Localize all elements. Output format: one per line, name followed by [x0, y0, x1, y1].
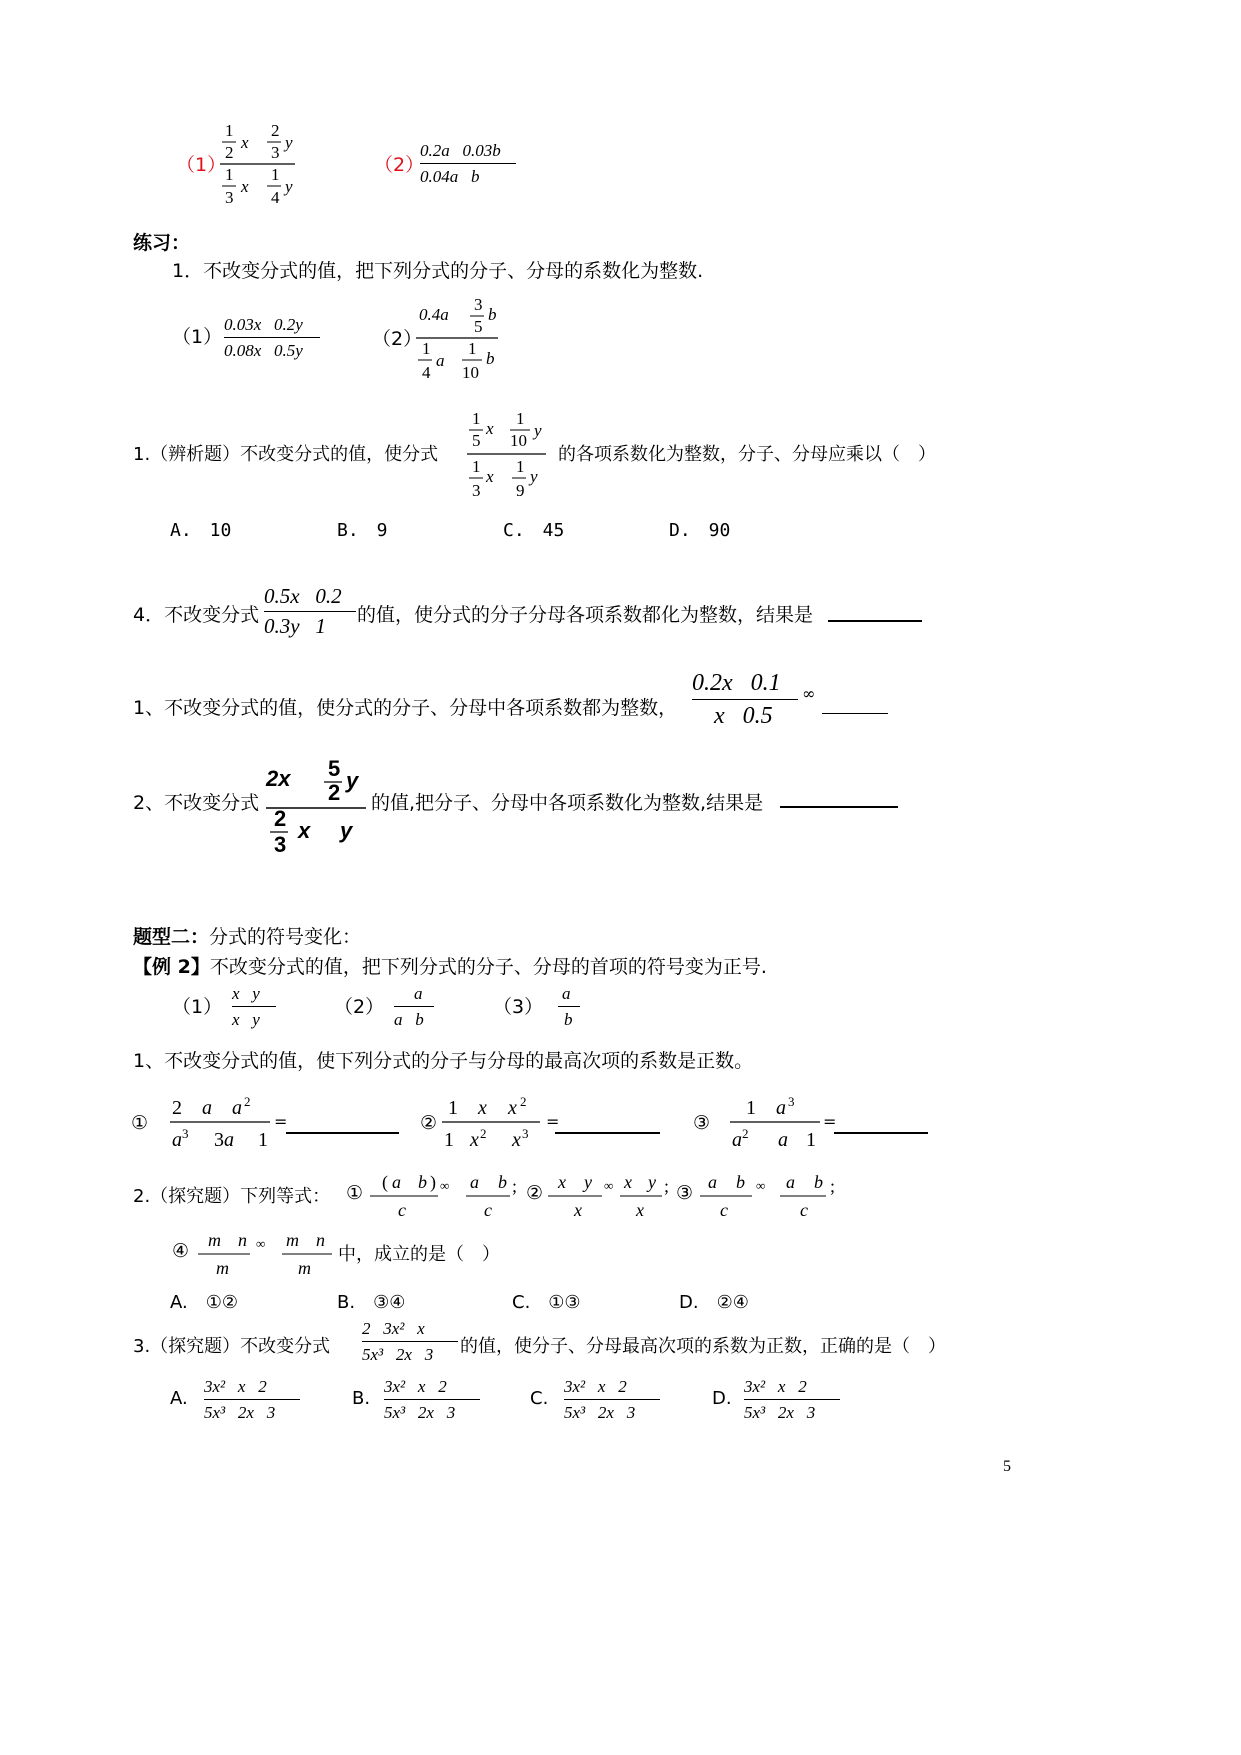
tanjiu1-equation-3 — [696, 1166, 844, 1222]
highest-equal-3: = — [823, 1112, 837, 1131]
svg-text:2: 2 — [742, 1126, 749, 1141]
example-tag: 【例 2】 — [133, 956, 210, 978]
svg-text:m: m — [298, 1258, 311, 1278]
svg-text:1: 1 — [516, 457, 525, 476]
svg-text:y: y — [285, 177, 293, 196]
practice-label-1: （1） — [172, 326, 223, 348]
example1-fraction-1 — [220, 118, 310, 210]
tanjiu1-tail: 中，成立的是（ ） — [338, 1244, 500, 1265]
tanjiu2-option-b-fraction: 3x² x 2 5x³ 2x 3 — [384, 1378, 480, 1421]
bianxi-option-d: D. 90 — [669, 520, 731, 541]
tanjiu1-option-d: D. ②④ — [679, 1292, 749, 1313]
svg-text:y: y — [534, 421, 542, 440]
tanjiu1-option-a: A. ①② — [170, 1292, 238, 1313]
svg-text:m: m — [208, 1230, 221, 1250]
svg-text:x: x — [512, 1129, 521, 1151]
svg-text:x: x — [486, 467, 494, 486]
svg-text:;: ; — [512, 1176, 518, 1196]
highest-circle-2: ② — [420, 1112, 438, 1134]
type2-label-1: （1） — [172, 996, 223, 1018]
svg-text:2x: 2x — [266, 766, 291, 791]
svg-text:3: 3 — [274, 832, 287, 856]
svg-text:(: ( — [382, 1172, 388, 1192]
svg-text:y: y — [530, 467, 538, 486]
svg-text:n: n — [316, 1230, 325, 1250]
example1-label-1: （1） — [176, 154, 227, 176]
svg-text:∞: ∞ — [256, 1236, 266, 1251]
highest-answer-blank-3[interactable] — [834, 1132, 928, 1134]
svg-text:a: a — [202, 1097, 212, 1119]
svg-text:1: 1 — [746, 1097, 756, 1119]
bianxi-option-c: C. 45 — [503, 520, 565, 541]
svg-text:∞: ∞ — [604, 1178, 614, 1193]
svg-text:;: ; — [830, 1176, 836, 1196]
svg-text:1: 1 — [225, 165, 234, 184]
svg-text:x: x — [624, 1172, 632, 1192]
svg-text:1: 1 — [258, 1129, 268, 1151]
tanjiu1-equation-2 — [544, 1166, 676, 1222]
highest-answer-blank-1[interactable] — [286, 1132, 399, 1134]
svg-text:a: a — [232, 1097, 242, 1119]
qa1-fraction: 0.2x 0.1 x 0.5 — [692, 671, 798, 728]
tanjiu2-option-d-fraction: 3x² x 2 5x³ 2x 3 — [744, 1378, 840, 1421]
svg-text:2: 2 — [225, 143, 234, 162]
qa2-answer-blank[interactable] — [780, 806, 898, 808]
qa2-fraction — [262, 756, 372, 856]
svg-text:a: a — [778, 1129, 788, 1151]
type2-fraction-2: a a b — [394, 985, 434, 1028]
tanjiu2-option-c-fraction: 3x² x 2 5x³ 2x 3 — [564, 1378, 660, 1421]
svg-text:2: 2 — [271, 121, 280, 140]
bianxi-stem-start: 1.（辨析题）不改变分式的值，使分式 — [133, 444, 439, 465]
svg-text:3: 3 — [182, 1126, 189, 1141]
svg-text:3: 3 — [788, 1094, 795, 1109]
svg-text:1: 1 — [472, 409, 481, 428]
tanjiu1-option-c: C. ①③ — [512, 1292, 581, 1313]
svg-text:y: y — [340, 818, 353, 843]
svg-text:0.4a: 0.4a — [419, 305, 449, 324]
svg-text:10: 10 — [510, 431, 527, 450]
svg-text:x: x — [298, 818, 311, 843]
tanjiu2-stem-start: 3.（探究题）不改变分式 — [133, 1336, 331, 1357]
svg-text:m: m — [216, 1258, 229, 1278]
q4-fraction: 0.5x 0.2 0.3y 1 — [264, 586, 356, 637]
svg-text:c: c — [398, 1200, 406, 1220]
svg-text:n: n — [238, 1230, 247, 1250]
svg-text:3: 3 — [214, 1129, 224, 1151]
type2-label-3: （3） — [493, 996, 544, 1018]
svg-text:b: b — [498, 1172, 507, 1192]
highest-fraction-1 — [168, 1094, 274, 1154]
tanjiu2-option-d-label: D. — [712, 1388, 732, 1409]
highest-equal-2: = — [546, 1112, 560, 1131]
bianxi-option-b: B. 9 — [337, 520, 388, 541]
svg-text:9: 9 — [516, 481, 525, 500]
svg-text:1: 1 — [444, 1129, 454, 1151]
q4-answer-blank[interactable] — [828, 620, 922, 622]
practice-heading: 练习： — [133, 232, 191, 254]
svg-text:): ) — [430, 1172, 436, 1192]
svg-text:b: b — [488, 305, 497, 324]
svg-text:4: 4 — [422, 363, 431, 382]
tanjiu1-stem: 2.（探究题）下列等式： — [133, 1186, 331, 1207]
highest-fraction-2 — [440, 1094, 546, 1154]
svg-text:1: 1 — [472, 457, 481, 476]
tanjiu1-equation-4 — [194, 1224, 340, 1280]
svg-text:a: a — [172, 1129, 182, 1151]
svg-text:2: 2 — [328, 780, 341, 805]
tanjiu2-option-b-label: B. — [352, 1388, 371, 1409]
svg-text:1: 1 — [448, 1097, 458, 1119]
svg-text:y: y — [648, 1172, 656, 1192]
example1-fraction-2: 0.2a 0.03b 0.04a b — [420, 142, 516, 185]
svg-text:x: x — [574, 1200, 582, 1220]
svg-text:3: 3 — [522, 1126, 529, 1141]
svg-text:a: a — [708, 1172, 717, 1192]
svg-text:a: a — [392, 1172, 401, 1192]
svg-text:x: x — [241, 133, 249, 152]
svg-text:x: x — [470, 1129, 479, 1151]
practice-label-2: （2） — [372, 328, 423, 350]
type2-heading: 题型二：分式的符号变化： — [133, 926, 362, 948]
tanjiu1-circle-2: ② — [526, 1182, 544, 1204]
practice-fraction-2 — [416, 292, 511, 387]
bianxi-option-a: A. 10 — [170, 520, 232, 541]
svg-text:b: b — [736, 1172, 745, 1192]
tanjiu1-circle-4: ④ — [172, 1240, 190, 1262]
qa2-stem-start: 2、不改变分式 — [133, 792, 260, 814]
example1-label-2: （2） — [374, 154, 425, 176]
highest-fraction-3 — [728, 1094, 824, 1154]
svg-text:2: 2 — [480, 1126, 487, 1141]
svg-text:3: 3 — [225, 188, 234, 207]
svg-text:∞: ∞ — [756, 1178, 766, 1193]
svg-text:5: 5 — [474, 317, 483, 336]
highest-circle-1: ① — [131, 1112, 149, 1134]
svg-text:10: 10 — [462, 363, 479, 382]
highest-circle-3: ③ — [693, 1112, 711, 1134]
svg-text:x: x — [486, 419, 494, 438]
svg-text:y: y — [346, 768, 359, 793]
bianxi-fraction — [464, 406, 556, 504]
svg-text:c: c — [484, 1200, 492, 1220]
svg-text:a: a — [224, 1129, 234, 1151]
type2-label-2: （2） — [334, 996, 385, 1018]
svg-text:1: 1 — [271, 165, 280, 184]
svg-text:1: 1 — [516, 409, 525, 428]
svg-text:1: 1 — [806, 1129, 816, 1151]
svg-text:1: 1 — [468, 339, 477, 358]
type2-example: 【例 2】不改变分式的值，把下列分式的分子、分母的首项的符号变为正号. — [133, 956, 767, 978]
svg-text:x: x — [558, 1172, 566, 1192]
svg-text:2: 2 — [520, 1094, 527, 1109]
tanjiu1-circle-1: ① — [346, 1182, 364, 1204]
svg-text:5: 5 — [472, 431, 481, 450]
svg-text:2: 2 — [172, 1097, 182, 1119]
svg-text:c: c — [800, 1200, 808, 1220]
tanjiu2-option-c-label: C. — [530, 1388, 549, 1409]
svg-text:a: a — [436, 351, 445, 370]
svg-text:a: a — [786, 1172, 795, 1192]
svg-text:x: x — [636, 1200, 644, 1220]
svg-text:a: a — [776, 1097, 786, 1119]
qa1-stem: 1、不改变分式的值，使分式的分子、分母中各项系数都为整数， — [133, 697, 678, 719]
qa1-equal-sign: ∞ — [802, 684, 816, 703]
svg-text:c: c — [720, 1200, 728, 1220]
page-number: 5 — [1003, 1458, 1011, 1475]
svg-text:y: y — [285, 133, 293, 152]
svg-text:x: x — [241, 177, 249, 196]
svg-text:5: 5 — [328, 756, 341, 781]
type2-fraction-1: x y x y — [232, 985, 276, 1028]
svg-text:b: b — [814, 1172, 823, 1192]
svg-text:a: a — [470, 1172, 479, 1192]
svg-text:3: 3 — [472, 481, 481, 500]
svg-text:y: y — [584, 1172, 592, 1192]
tanjiu1-option-b: B. ③④ — [337, 1292, 406, 1313]
svg-text:2: 2 — [244, 1094, 251, 1109]
svg-text:;: ; — [664, 1176, 670, 1196]
tanjiu1-equation-1 — [366, 1166, 526, 1222]
svg-text:4: 4 — [271, 188, 280, 207]
tanjiu1-circle-3: ③ — [676, 1182, 694, 1204]
q4-stem-end: 的值，使分式的分子分母各项系数都化为整数，结果是 — [357, 604, 814, 626]
highest-answer-blank-2[interactable] — [555, 1132, 660, 1134]
practice-question-1: 1．不改变分式的值，把下列分式的分子、分母的系数化为整数. — [172, 260, 704, 282]
svg-text:3: 3 — [474, 295, 483, 314]
tanjiu2-stem-end: 的值，使分子、分母最高次项的系数为正数，正确的是（ ） — [460, 1336, 946, 1357]
svg-text:a: a — [732, 1129, 742, 1151]
svg-text:x: x — [478, 1097, 487, 1119]
tanjiu2-option-a-label: A. — [170, 1388, 188, 1409]
practice-fraction-1: 0.03x 0.2y 0.08x 0.5y — [224, 316, 320, 359]
qa1-answer-blank[interactable] — [822, 713, 888, 714]
qa2-stem-end: 的值,把分子、分母中各项系数化为整数,结果是 — [371, 792, 764, 814]
svg-text:m: m — [286, 1230, 299, 1250]
highest-equal-1: = — [274, 1112, 288, 1131]
svg-text:b: b — [418, 1172, 427, 1192]
tanjiu2-fraction: 2 3x² x 5x³ 2x 3 — [362, 1320, 458, 1363]
highest-stem: 1、不改变分式的值，使下列分式的分子与分母的最高次项的系数是正数。 — [133, 1050, 754, 1072]
q4-stem-start: 4．不改变分式 — [133, 604, 260, 626]
svg-text:b: b — [486, 349, 495, 368]
svg-text:1: 1 — [422, 339, 431, 358]
svg-text:2: 2 — [274, 806, 287, 831]
svg-text:x: x — [508, 1097, 517, 1119]
tanjiu2-option-a-fraction: 3x² x 2 5x³ 2x 3 — [204, 1378, 300, 1421]
svg-text:∞: ∞ — [440, 1178, 450, 1193]
type2-fraction-3: a b — [558, 985, 580, 1028]
svg-text:3: 3 — [271, 143, 280, 162]
bianxi-stem-end: 的各项系数化为整数，分子、分母应乘以（ ） — [558, 444, 936, 465]
svg-text:1: 1 — [225, 121, 234, 140]
